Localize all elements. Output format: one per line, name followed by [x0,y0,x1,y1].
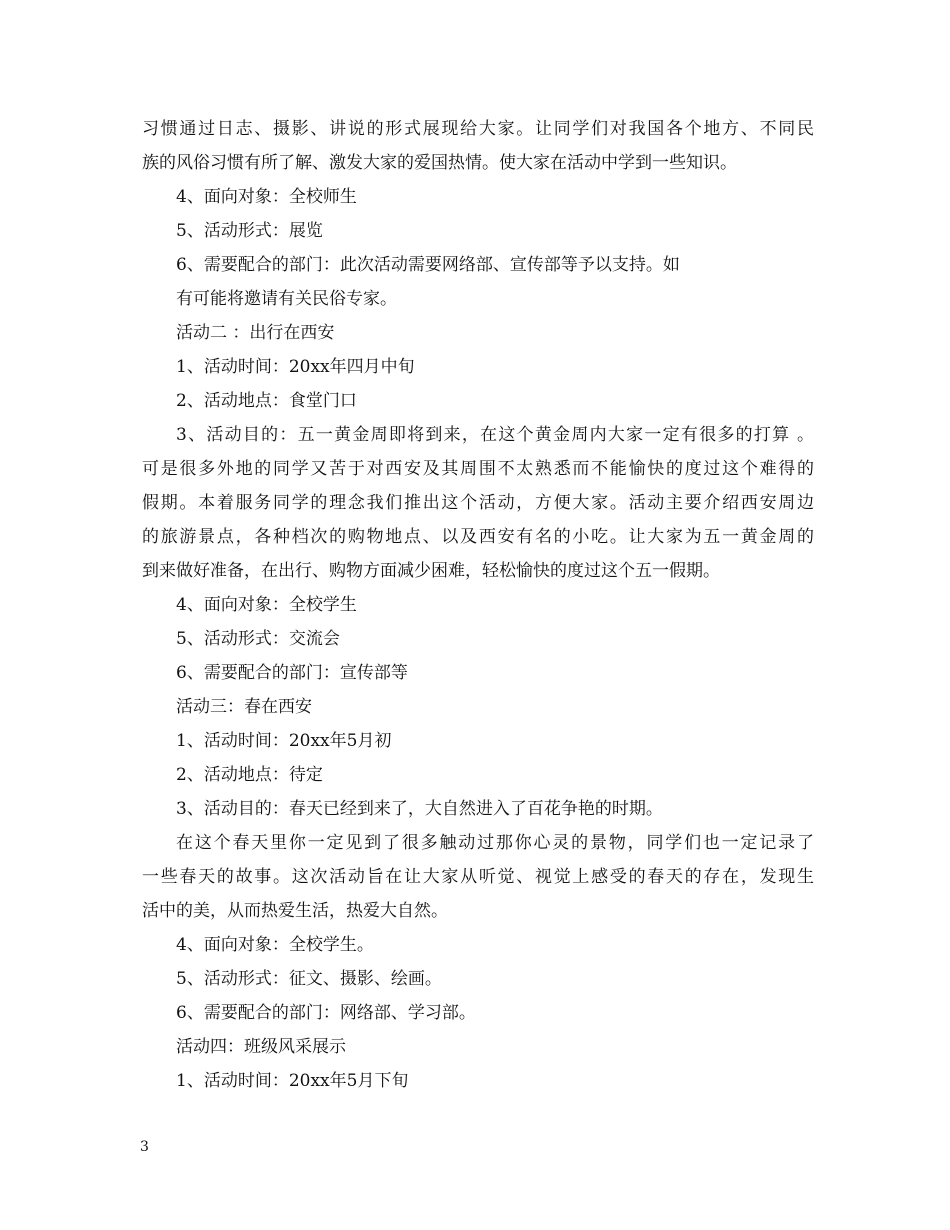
text-line: 6、需要配合的部门：宣传部等 [176,663,408,683]
text-line: 活动三：春在西安 [176,697,312,717]
page-number: 3 [140,1139,149,1155]
text-line: 有可能将邀请有关民俗专家。 [176,289,397,309]
text-line: 一些春天的故事。这次活动旨在让大家从听觉、视觉上感受的春天的存在，发现生 [142,867,814,887]
text-line: 活动四：班级风采展示 [176,1037,346,1057]
text-line: 活中的美，从而热爱生活，热爱大自然。 [142,901,448,921]
text-line: 1、活动时间：20xx年5月下旬 [176,1071,409,1091]
text-line: 到来做好准备，在出行、购物方面减少困难，轻松愉快的度过这个五一假期。 [142,561,720,581]
text-line: 可是很多外地的同学又苦于对西安及其周围不太熟悉而不能愉快的度过这个难得的 [142,459,814,479]
text-line: 6、需要配合的部门：此次活动需要网络部、宣传部等予以支持。如 [176,255,680,275]
text-line: 在这个春天里你一定见到了很多触动过那你心灵的景物，同学们也一定记录了 [176,833,814,853]
text-line: 4、面向对象：全校师生 [176,187,357,207]
text-line: 1、活动时间：20xx年5月初 [176,731,392,751]
text-line: 4、面向对象：全校学生 [176,595,357,615]
document-body [142,112,814,1098]
text-line: 3、活动目的：五一黄金周即将到来，在这个黄金周内大家一定有很多的打算 。 [176,425,814,445]
text-line: 2、活动地点：待定 [176,765,323,785]
text-line: 5、活动形式：征文、摄影、绘画。 [176,969,442,989]
text-line: 2、活动地点：食堂门口 [176,391,357,411]
text-line: 6、需要配合的部门：网络部、学习部。 [176,1003,476,1023]
text-line: 3、活动目的：春天已经到来了，大自然进入了百花争艳的时期。 [176,799,663,819]
text-line: 的旅游景点，各种档次的购物地点、以及西安有名的小吃。让大家为五一黄金周的 [142,527,814,547]
text-line: 5、活动形式：展览 [176,221,323,241]
text-line: 1、活动时间：20xx年四月中旬 [176,357,415,377]
text-line: 5、活动形式：交流会 [176,629,340,649]
text-line: 假期。本着服务同学的理念我们推出这个活动，方便大家。活动主要介绍西安周边 [142,493,814,513]
text-line: 族的风俗习惯有所了解、激发大家的爱国热情。使大家在活动中学到一些知识。 [142,153,737,173]
text-line: 活动二 ：出行在西安 [176,323,335,343]
text-line: 4、面向对象：全校学生。 [176,935,374,955]
text-line: 习惯通过日志、摄影、讲说的形式展现给大家。让同学们对我国各个地方、不同民 [142,119,814,139]
